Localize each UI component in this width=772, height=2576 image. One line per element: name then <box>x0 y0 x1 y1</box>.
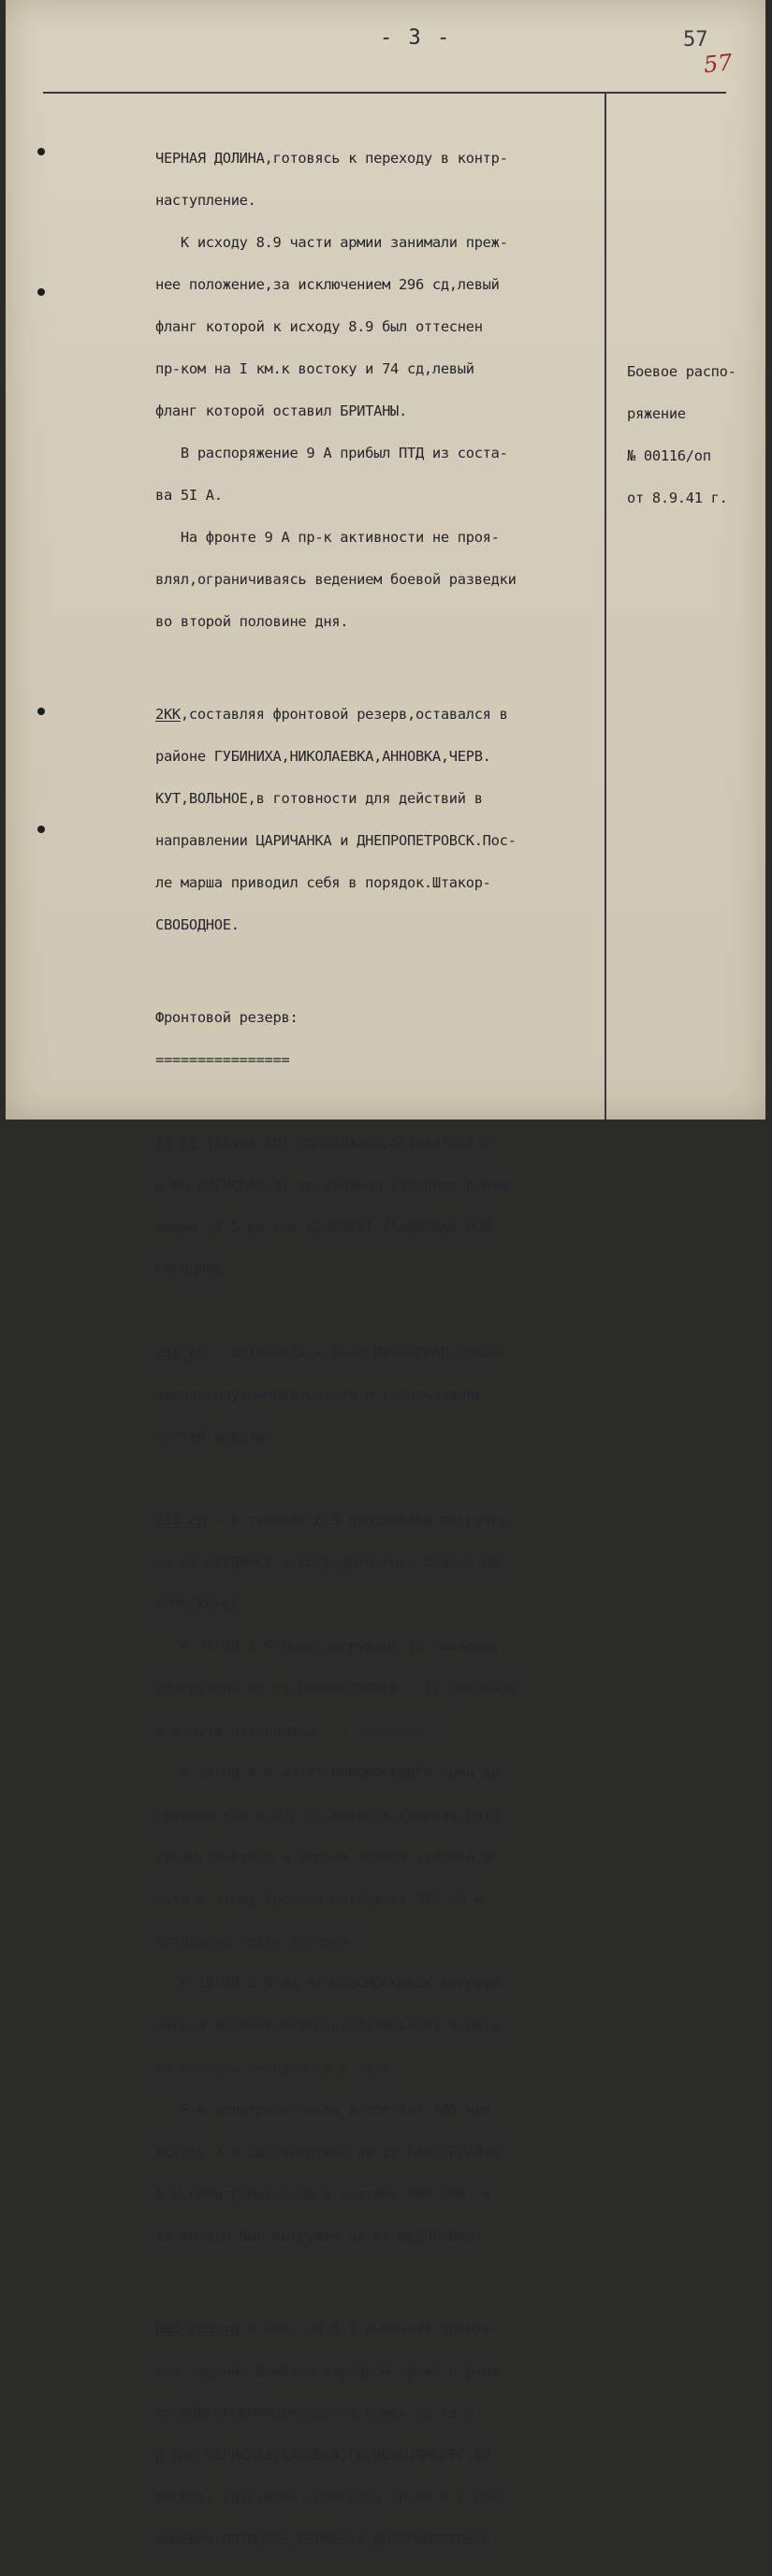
text-run: - в течение 8.9 продолжала погрузку <box>205 1512 508 1529</box>
text-line: нее положение,за исключением 296 сд,левый <box>155 276 500 293</box>
text-line: остальные части дивизии. <box>155 1933 357 1950</box>
text-line: исходу 7.9 был выгружен на ст.ПАВЛОГРАД и <box>155 2144 500 2160</box>
section-heading: Фронтовой резерв: <box>155 1009 299 1026</box>
text-line: во второй половине дня. <box>155 613 349 630</box>
text-line: Б-н политработников в составе 500 чел. <box>155 2101 500 2118</box>
header-rule <box>43 92 726 94</box>
text-line: К 18.00 8.9 на ст.НОВОМОСКОВСК выгрузи- <box>155 1975 508 1992</box>
document-body <box>155 124 606 2575</box>
binding-hole-icon <box>37 708 45 715</box>
text-line: лись 4 эшелона маршевых батальонов и четы- <box>155 2017 508 2034</box>
text-line: ЧЕРНАЯ ДОЛИНА,готовясь к переходу в контр- <box>155 150 508 167</box>
text-line: частей дивизии. <box>155 1428 282 1445</box>
binding-hole-icon <box>37 148 45 155</box>
text-run: ,составляя фронтовой резерв,оставался в <box>180 706 508 723</box>
text-line: ле марша приводил себя в порядок.Штакор- <box>155 874 491 891</box>
margin-note-line: ряжение <box>627 405 686 422</box>
text-run: (двумя сп) продолжала,оставаться в <box>197 1134 491 1151</box>
text-line: ГОРОДНОЕ. <box>155 1261 231 1278</box>
text-line: На фронте 9 А пр-к активности не проя- <box>155 529 500 546</box>
margin-note-line: № 00116/оп <box>627 447 711 464</box>
text-line <box>155 1514 606 1528</box>
text-line: В распоряжение 9 А прибыл ПТД из соста- <box>155 445 508 461</box>
text-line: К 24.00 8.9 на ст.НОВОМОСКОВСК были вы- <box>155 1764 508 1781</box>
text-line: СВОБОДНОЕ. <box>155 916 240 933</box>
margin-note-line: от 8.9.41 г. <box>627 490 728 506</box>
text-line: влял,ограничиваясь ведением боевой разведки <box>155 571 517 588</box>
text-line: ва 5I А. <box>155 487 223 504</box>
text-line: наступление. <box>155 192 256 209</box>
text-line: направлении ЦАРИЧАНКА и ДНЕПРОПЕТРОВСК.Пос- <box>155 832 517 849</box>
text-line: районе ГУБИНИХА,НИКОЛАЕВКА,АННОВКА,ЧЕРВ. <box>155 748 491 765</box>
text-line: вые задачи, бомбили аэродром пр-ка в р-не <box>155 2363 500 2379</box>
text-line: и в пути находилось - 5 эшелонов. <box>155 1722 432 1739</box>
text-line <box>155 708 606 722</box>
text-line <box>155 1346 606 1360</box>
text-line: 15.48 8.9 был выгружен на ст.ФЕДОРОВКА. <box>155 2228 483 2245</box>
archive-sheet-number: 57 <box>683 28 708 51</box>
text-line: пр-ком на I км.к востоку и 74 сд,левый <box>155 360 474 377</box>
text-line: б-н политработников в составе 800 чел. в <box>155 2186 491 2203</box>
text-line: гружены 976 и 978 сп,артполк,сапрота,рота <box>155 1807 500 1823</box>
text-line: разгружено на ст.НОВОМОСКОВСК - II эшелонов <box>155 1680 517 1697</box>
text-line: ЛОСКОЕ; разрушали переправы пр-ка в р-нах <box>155 2489 500 2506</box>
text-line: на ст.БЕРДЯНСК и сосредоточение районе НО- <box>155 1554 508 1571</box>
unit-heading: 218 сд <box>155 1344 206 1361</box>
text-line: КУТ,ВОЛЬНОЕ,в готовности для действий в <box>155 790 483 807</box>
text-line: р-не БОГУСЛАВ.47 сп занимал укреплял рубеж <box>155 1177 508 1193</box>
text-line: фланг которой оставил БРИТАНЫ. <box>155 402 407 419</box>
document-page <box>6 0 765 2548</box>
text-line: чивала доукомплектование и сколачивание <box>155 1386 483 1403</box>
margin-reference-note <box>627 337 736 534</box>
margin-note-line: Боевое распо- <box>627 363 736 380</box>
text-line: фланг которой к исходу 8.9 был оттеснен <box>155 318 483 335</box>
page-number: - 3 - <box>380 26 452 50</box>
text-run: в ночь на 8.9,выполняя фронто- <box>239 2320 500 2337</box>
unit-heading: 15 сд <box>155 1134 197 1151</box>
unit-heading: 261 сд <box>155 1512 206 1529</box>
heading-underline: ================ <box>155 1051 290 1068</box>
unit-heading: ВВС Фронта <box>155 2320 240 2337</box>
text-line: озеро (2,5 км.сев.КАМЕНКА),УЛЬЯНОВКА,ПОД- <box>155 1219 500 1236</box>
text-line <box>155 2322 606 2336</box>
unit-heading: 2КК <box>155 706 181 723</box>
text-line: ст.ПОДГОРОДНЯЯ,скопление войск пр-ка в <box>155 2405 474 2422</box>
archive-sheet-number-handwritten: 57 <box>702 49 734 79</box>
text-run: - оставаясь в р-не ПАВЛОГРАД,закан- <box>205 1344 508 1361</box>
text-line: ВОМОСКОВСК. <box>155 1596 248 1613</box>
text-line: ре эшелона находилось в пути. <box>155 2059 400 2076</box>
text-line: связи,химвзвод и первый эшелон штадива.В <box>155 1849 491 1866</box>
text-line: пути к этому времени находился 974 сп и <box>155 1891 483 1908</box>
text-line: КАМЕННО-ПОТОЦКОЕ,ДЕРИЕВКА,ДНЕПРОПЕТРОВСК, <box>155 2531 500 2548</box>
text-line: К исходу 8.9 части армии занимали преж- <box>155 234 508 251</box>
text-line <box>155 1136 606 1150</box>
text-line: К 21.00 8.9 было погружено 16 эшелонов, <box>155 1638 508 1655</box>
text-line: р-нах БЕРИСЛАВ,САЛОВКА,ГОРИШНЫ,ЯМБУРГ,ВО- <box>155 2447 500 2464</box>
binding-hole-icon <box>37 826 45 833</box>
binding-hole-icon <box>37 288 45 296</box>
